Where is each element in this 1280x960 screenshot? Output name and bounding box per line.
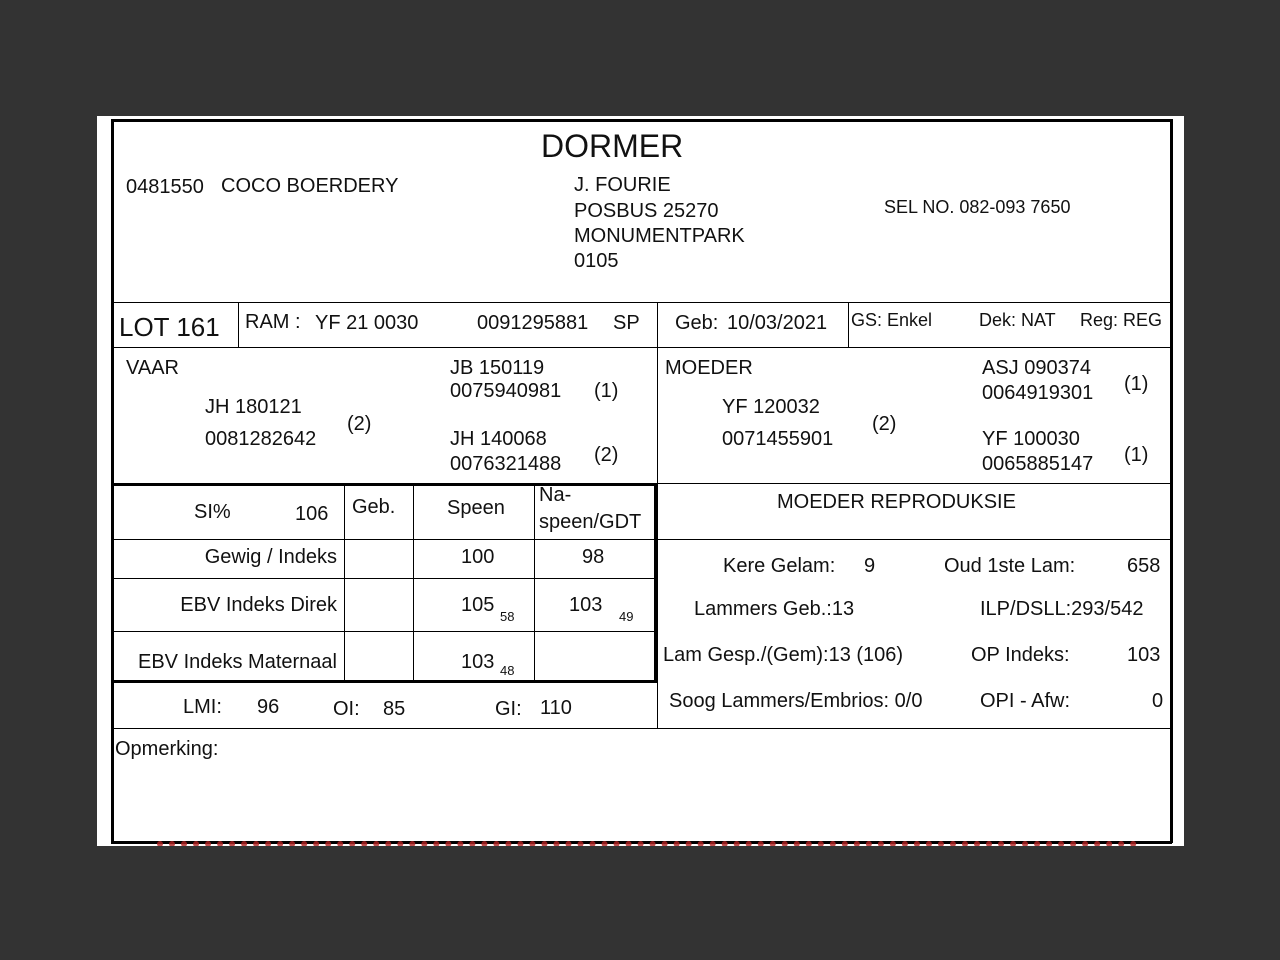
perf-row-line-3	[111, 631, 655, 632]
phone-number: SEL NO. 082-093 7650	[884, 197, 1071, 217]
dam-id: YF 120032	[722, 396, 820, 418]
perf-row-line-1	[111, 539, 655, 540]
op-value: 103	[1127, 644, 1161, 666]
lot-divider	[238, 302, 239, 347]
reg-value: Reg: REG	[1080, 310, 1163, 330]
lammers-geb: Lammers Geb.:13	[694, 598, 855, 620]
center-divider-lower	[657, 483, 658, 729]
row-label: EBV Indeks Direk	[180, 594, 337, 616]
perf-col-line-3	[534, 486, 535, 681]
op-label: OP Indeks:	[971, 644, 1070, 666]
repro-title-line	[658, 539, 1172, 540]
sire-count: (2)	[347, 413, 372, 435]
postal-code: 0105	[574, 250, 619, 272]
dam-granddam-count: (1)	[1124, 444, 1149, 466]
gs-divider	[848, 302, 849, 347]
row-naspeen: 98	[582, 546, 605, 568]
dam-grandsire-id: ASJ 090374	[982, 357, 1091, 379]
col-geb-header: Geb.	[352, 496, 396, 518]
oud-label: Oud 1ste Lam:	[944, 555, 1076, 577]
row-speen-sub: 48	[500, 663, 515, 678]
col-speen-header: Speen	[447, 497, 505, 519]
dek-value: Dek: NAT	[979, 310, 1056, 330]
gs-value: GS: Enkel	[851, 310, 933, 330]
oi-label: OI:	[333, 698, 360, 720]
row-speen: 103	[461, 651, 495, 673]
opi-label: OPI - Afw:	[980, 690, 1071, 712]
sire-grandsire-id: JB 150119	[450, 357, 545, 379]
lot-row-bottom-line	[111, 347, 1172, 348]
ilp-dsll: ILP/DSLL:293/542	[980, 598, 1144, 620]
row-label: Gewig / Indeks	[204, 546, 337, 568]
contact-name: J. FOURIE	[574, 174, 671, 196]
cut-off-red-text	[157, 841, 1137, 846]
lmi-value: 96	[257, 696, 280, 718]
oud-value: 658	[1127, 555, 1161, 577]
birth-label: Geb:	[675, 312, 719, 334]
address-line-1: POSBUS 25270	[574, 200, 719, 222]
index-row-bottom	[111, 728, 1172, 729]
lot-row-top-line	[111, 302, 1172, 303]
row-speen: 105	[461, 594, 495, 616]
kere-value: 9	[864, 555, 876, 577]
ram-label: RAM :	[245, 311, 301, 333]
perf-col-line-1	[344, 486, 345, 681]
gi-label: GI:	[495, 698, 522, 720]
sire-grandsire-number: 0075940981	[450, 380, 562, 402]
center-divider-top	[657, 302, 658, 347]
row-label: EBV Indeks Maternaal	[138, 651, 337, 673]
frame-right	[1170, 119, 1173, 843]
perf-col-line-2	[413, 486, 414, 681]
sire-granddam-count: (2)	[594, 444, 619, 466]
row-speen-sub: 58	[500, 609, 515, 624]
sire-granddam-number: 0076321488	[450, 453, 562, 475]
dam-granddam-id: YF 100030	[982, 428, 1080, 450]
row-naspeen: 103	[569, 594, 603, 616]
dam-granddam-number: 0065885147	[982, 453, 1094, 475]
breed-title: DORMER	[541, 128, 684, 164]
sire-number: 0081282642	[205, 428, 317, 450]
sire-id: JH 180121	[205, 396, 302, 418]
frame-left	[111, 119, 114, 843]
kere-label: Kere Gelam:	[723, 555, 836, 577]
farm-name: COCO BOERDERY	[221, 175, 399, 197]
perf-table-bottom	[111, 680, 657, 683]
ram-id: YF 21 0030	[315, 312, 419, 334]
lam-gesp: Lam Gesp./(Gem):13 (106)	[663, 644, 904, 666]
repro-title: MOEDER REPRODUKSIE	[777, 491, 1016, 513]
row-naspeen-sub: 49	[619, 609, 634, 624]
si-label: SI%	[194, 501, 231, 523]
frame-top	[111, 119, 1172, 122]
soog-lammers: Soog Lammers/Embrios: 0/0	[669, 690, 923, 712]
oi-value: 85	[383, 698, 406, 720]
dam-grandsire-count: (1)	[1124, 373, 1149, 395]
birth-date: 10/03/2021	[727, 312, 828, 334]
sire-granddam-id: JH 140068	[450, 428, 547, 450]
remarks-label: Opmerking:	[115, 738, 219, 760]
gi-value: 110	[540, 697, 572, 719]
ram-reg-number: 0091295881	[477, 312, 589, 334]
ram-sp: SP	[613, 312, 640, 334]
address-line-2: MONUMENTPARK	[574, 225, 745, 247]
col-naspeen-header-2: speen/GDT	[539, 511, 642, 533]
col-naspeen-header-1: Na-	[539, 484, 572, 506]
dam-grandsire-number: 0064919301	[982, 382, 1094, 404]
lot-number: LOT 161	[119, 312, 220, 342]
sire-grandsire-count: (1)	[594, 380, 619, 402]
dam-count: (2)	[872, 413, 897, 435]
si-value: 106	[295, 503, 329, 525]
dam-number: 0071455901	[722, 428, 834, 450]
opi-value: 0	[1152, 690, 1164, 712]
owner-code: 0481550	[126, 176, 204, 198]
lmi-label: LMI:	[183, 696, 222, 718]
catalogue-card	[97, 116, 1184, 846]
dam-label: MOEDER	[665, 357, 753, 379]
row-speen: 100	[461, 546, 495, 568]
sire-label: VAAR	[126, 357, 179, 379]
perf-table-top	[111, 483, 657, 486]
perf-row-line-2	[111, 578, 655, 579]
center-divider-pedigree	[657, 347, 658, 484]
